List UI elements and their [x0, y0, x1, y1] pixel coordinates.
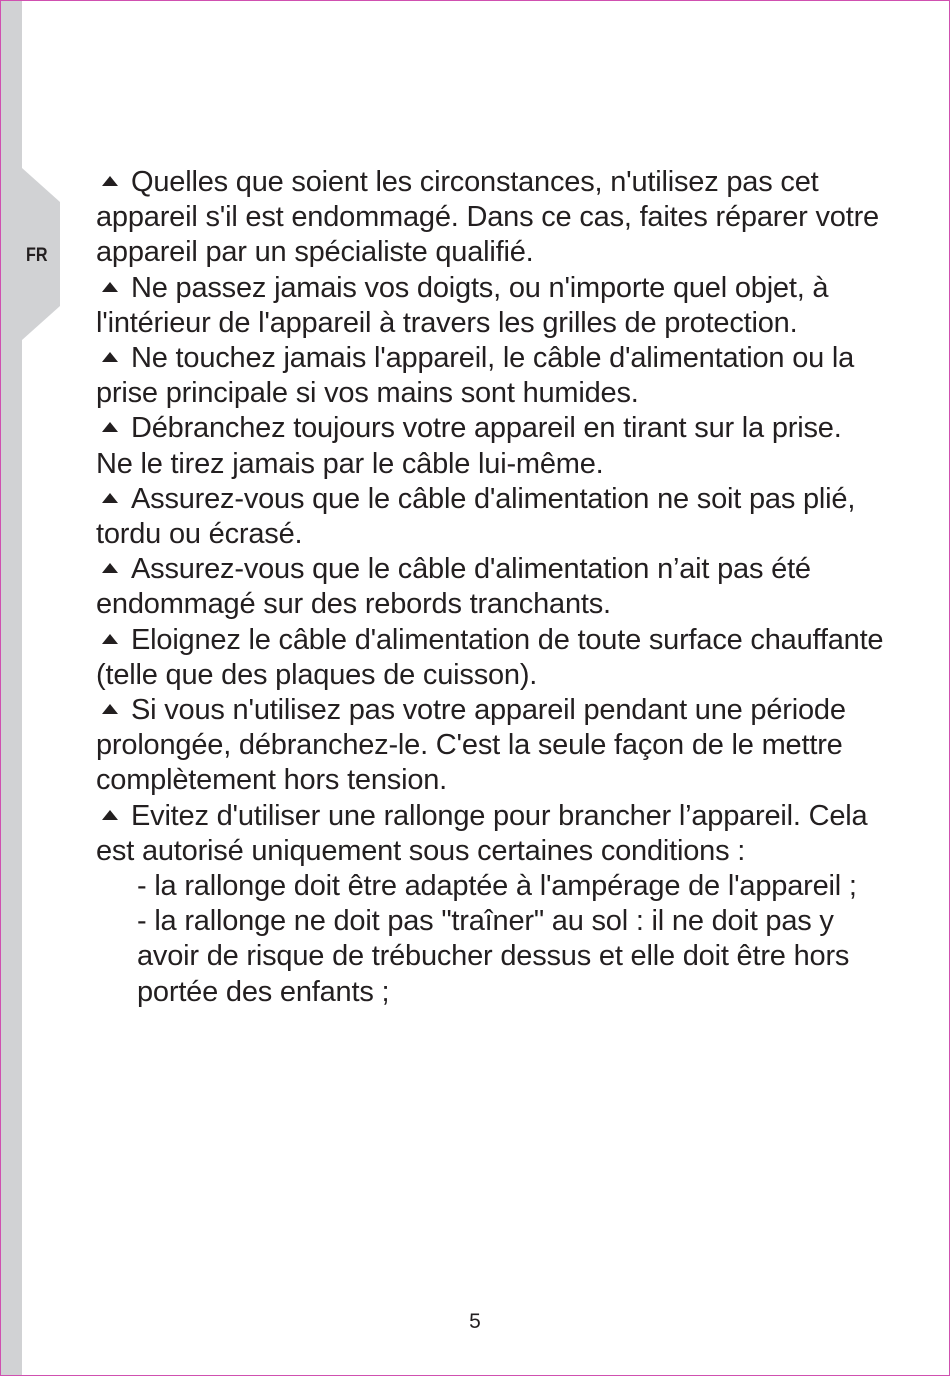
language-tab: [0, 0, 62, 1376]
list-item-text: Assurez-vous que le câble d'alimentation n’ait pas été endommagé sur des rebords tranchants.: [96, 553, 811, 621]
list-item-text: Eloignez le câble d'alimentation de toute surface chauffante (telle que des plaques de cuisson).: [96, 623, 884, 691]
language-label: FR: [26, 245, 48, 266]
list-item-text: Ne passez jamais vos doigts, ou n'importe quel objet, à l'intérieur de l'appareil à travers les grilles de protection.: [96, 271, 829, 339]
sub-list-item: - la rallonge ne doit pas "traîner" au sol : il ne doit pas y avoir de risque de trébucher dessus et elle doit être hors portée des enfants ;: [137, 905, 850, 1008]
triangle-bullet-icon: [102, 176, 118, 186]
list-item: [96, 799, 886, 869]
triangle-bullet-icon: [102, 352, 118, 362]
list-item: [96, 411, 886, 481]
triangle-bullet-icon: [102, 282, 118, 292]
list-item: [96, 165, 886, 271]
language-tab-shape: [0, 0, 62, 1376]
triangle-bullet-icon: [102, 422, 118, 432]
list-item: [96, 341, 886, 411]
list-item-text: Assurez-vous que le câble d'alimentation ne soit pas plié, tordu ou écrasé.: [96, 482, 856, 551]
triangle-bullet-icon: [102, 563, 118, 573]
list-item-text: Ne touchez jamais l'appareil, le câble d'alimentation ou la prise principale si vos mains sont humides.: [96, 342, 855, 410]
list-item-text: Débranchez toujours votre appareil en tirant sur la prise. Ne le tirez jamais par le câble lui-même.: [96, 412, 842, 480]
list-item-text: Si vous n'utilisez pas votre appareil pendant une période prolongée, débranchez-le. C'est la seule façon de le mettre complètement hors tension.: [96, 694, 846, 797]
list-item-text: Evitez d'utiliser une rallonge pour brancher l’appareil. Cela est autorisé uniquement sous certaines conditions :: [96, 799, 868, 867]
list-item: [96, 693, 886, 799]
sub-list-item: - la rallonge doit être adaptée à l'ampérage de l'appareil ;: [137, 870, 857, 903]
list-item: [96, 482, 886, 552]
safety-instructions: [96, 165, 886, 1010]
triangle-bullet-icon: [102, 493, 118, 503]
list-item: [96, 271, 886, 341]
triangle-bullet-icon: [102, 704, 118, 714]
list-item-text: Quelles que soient les circonstances, n'utilisez pas cet appareil s'il est endommagé. Dans ce cas, faites réparer votre appareil par un spécialiste qualifié.: [96, 166, 879, 269]
list-item: [96, 552, 886, 622]
triangle-bullet-icon: [102, 810, 118, 820]
page-number: 5: [469, 1310, 481, 1333]
triangle-bullet-icon: [102, 634, 118, 644]
list-item: [96, 623, 886, 693]
